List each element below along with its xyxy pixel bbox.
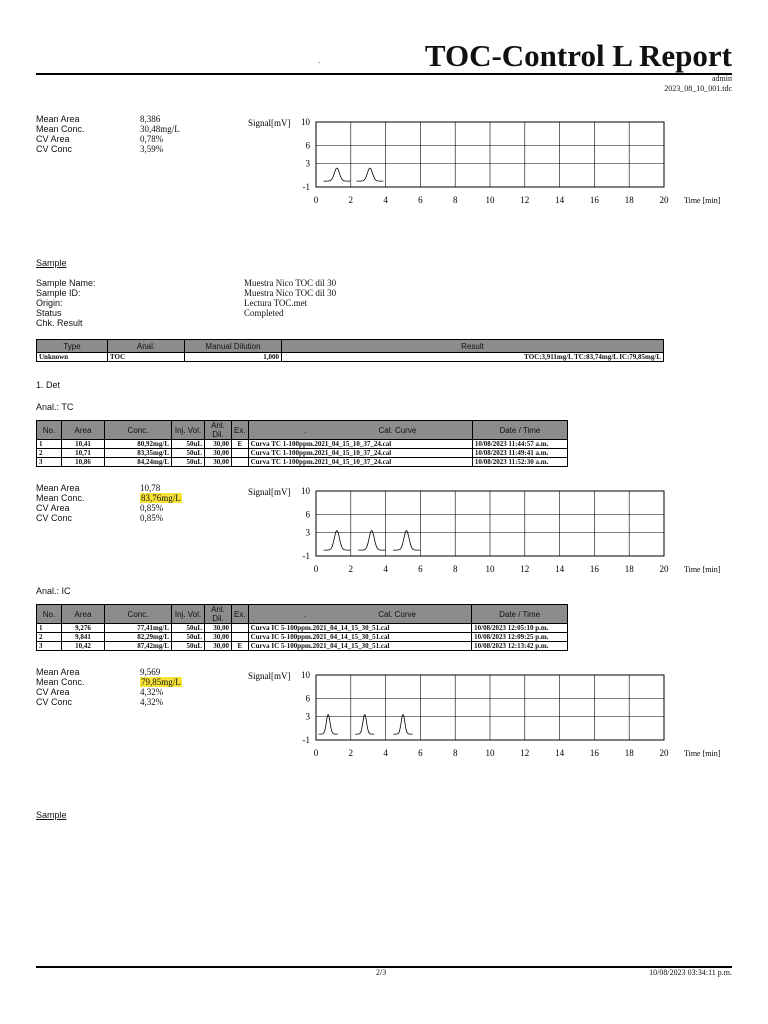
y-axis-label: Signal[mV] — [248, 671, 291, 681]
cell-no: 3 — [37, 642, 62, 651]
sample-info — [36, 278, 336, 328]
cell-ex: E — [232, 642, 249, 651]
table-row — [37, 353, 664, 362]
cell-ex — [232, 633, 249, 642]
x-tick-label: 0 — [313, 748, 319, 758]
sample-heading: Sample — [36, 258, 67, 268]
signal-peak — [355, 715, 374, 735]
cell-type: Unknown — [37, 353, 108, 362]
col-anl-dil: Anl. Dil. — [205, 605, 232, 624]
x-tick-label: 18 — [624, 195, 634, 205]
cell-anl-dil: 30,00 — [205, 449, 232, 458]
y-tick-label: 6 — [305, 509, 310, 520]
x-tick-label: 20 — [659, 195, 669, 205]
cell-inj-vol: 50uL — [172, 449, 205, 458]
x-axis-label: Time [min] — [684, 565, 721, 574]
y-tick-label: 10 — [301, 670, 310, 680]
mean-area-label: Mean Area — [36, 483, 80, 493]
x-tick-label: 20 — [659, 748, 669, 758]
cell-inj-vol: 50uL — [172, 642, 205, 651]
page-number: 2/3 — [376, 968, 387, 977]
cell-inj-vol: 50uL — [172, 440, 205, 449]
x-tick-label: 16 — [589, 748, 599, 758]
signal-peak — [393, 715, 412, 735]
cv-area-label: CV Area — [36, 503, 70, 513]
cell-area: 10,71 — [62, 449, 105, 458]
ic-table — [36, 604, 568, 651]
x-tick-label: 12 — [520, 564, 530, 574]
status-label: Status — [36, 308, 62, 318]
y-tick-label: -1 — [302, 551, 310, 561]
cell-area: 10,86 — [62, 458, 105, 467]
cell-no: 2 — [37, 633, 62, 642]
mean-conc-label: Mean Conc. — [36, 677, 85, 687]
cell-area: 10,42 — [62, 642, 105, 651]
cell-no: 1 — [37, 440, 62, 449]
col-cal-curve-text: Cal. Curve — [378, 609, 416, 619]
col-conc: Conc. — [105, 421, 172, 440]
mean-area-value: 8,386 — [140, 114, 161, 124]
col-conc: Conc. — [105, 605, 172, 624]
cell-anl-dil: 30,00 — [205, 624, 232, 633]
signal-peak — [324, 168, 351, 181]
col-inj-vol: Inj. Vol. — [172, 605, 205, 624]
cell-inj-vol: 50uL — [172, 458, 205, 467]
x-tick-label: 20 — [659, 564, 669, 574]
cv-area-label: CV Area — [36, 134, 70, 144]
cell-dilution: 1,000 — [185, 353, 282, 362]
x-tick-label: 10 — [485, 564, 495, 574]
cv-conc-value: 4,32% — [140, 697, 164, 707]
y-tick-label: 3 — [305, 158, 310, 169]
report-title: TOC-Control L Report — [424, 38, 732, 73]
tc-stats — [36, 483, 182, 523]
mean-conc-label: Mean Conc. — [36, 493, 85, 503]
det-heading: 1. Det — [36, 380, 61, 390]
cv-conc-value: 3,59% — [140, 144, 164, 154]
x-tick-label: 4 — [383, 748, 388, 758]
col-no: No. — [37, 605, 62, 624]
mean-conc-value: 30,48mg/L — [140, 124, 180, 134]
x-tick-label: 14 — [555, 195, 565, 205]
table-row — [37, 458, 568, 467]
y-tick-label: 3 — [305, 527, 310, 538]
x-tick-label: 6 — [418, 564, 423, 574]
cell-cal-curve: Curva TC 1-100ppm.2021_04_15_10_37_24.cal — [248, 458, 472, 467]
cell-conc: 80,92mg/L — [105, 440, 172, 449]
y-axis-label: Signal[mV] — [248, 487, 291, 497]
table-row — [37, 440, 568, 449]
cell-inj-vol: 50uL — [172, 633, 205, 642]
origin-value: Lectura TOC.met — [244, 298, 308, 308]
x-tick-label: 14 — [555, 564, 565, 574]
col-area: Area — [62, 605, 105, 624]
cell-date-time: 10/08/2023 12:13:42 p.m. — [472, 642, 568, 651]
x-tick-label: 2 — [348, 195, 354, 205]
col-cal-curve — [248, 421, 472, 440]
sample-id-label: Sample ID: — [36, 288, 81, 298]
x-tick-label: 8 — [452, 748, 458, 758]
x-axis-label: Time [min] — [684, 749, 721, 758]
signal-chart-ic — [246, 665, 736, 765]
x-tick-label: 18 — [624, 748, 634, 758]
cell-date-time: 10/08/2023 11:52:30 a.m. — [472, 458, 567, 467]
sample-heading-footer: Sample — [36, 810, 67, 820]
signal-peak — [393, 531, 420, 551]
x-tick-label: 2 — [348, 748, 354, 758]
header-rule — [36, 73, 732, 75]
signal-chart-summary — [246, 112, 736, 212]
cell-cal-curve: Curva TC 1-100ppm.2021_04_15_10_37_24.cal — [248, 449, 472, 458]
cell-date-time: 10/08/2023 12:09:25 p.m. — [472, 633, 568, 642]
cell-cal-curve: Curva IC 5-100ppm.2021_04_14_15_30_51.cal — [248, 633, 472, 642]
y-tick-label: -1 — [302, 182, 310, 192]
mean-area-label: Mean Area — [36, 667, 80, 677]
x-tick-label: 16 — [589, 195, 599, 205]
signal-peak — [358, 531, 385, 551]
col-anl-dil: Anl. Dil. — [205, 421, 232, 440]
cv-conc-label: CV Conc — [36, 697, 73, 707]
y-tick-label: 6 — [305, 693, 310, 704]
x-tick-label: 4 — [383, 564, 388, 574]
x-tick-label: 14 — [555, 748, 565, 758]
cell-conc: 77,41mg/L — [105, 624, 172, 633]
col-area: Area — [62, 421, 105, 440]
y-axis-label: Signal[mV] — [248, 118, 291, 128]
x-tick-label: 0 — [313, 564, 319, 574]
col-ex: Ex. — [232, 605, 249, 624]
cv-conc-label: CV Conc — [36, 144, 73, 154]
signal-peak — [324, 531, 351, 551]
tc-table — [36, 420, 568, 467]
y-tick-label: 10 — [301, 486, 310, 496]
anal-ic-label: Anal.: IC — [36, 586, 71, 596]
cell-no: 2 — [37, 449, 62, 458]
header-user-info — [664, 74, 732, 94]
sample-id-value: Muestra Nico TOC dil 30 — [244, 288, 337, 298]
x-tick-label: 12 — [520, 748, 530, 758]
mean-area-label: Mean Area — [36, 114, 80, 124]
cell-anal: TOC — [108, 353, 185, 362]
x-tick-label: 10 — [485, 195, 495, 205]
mean-conc-value-highlighted: 79,85mg/L — [141, 677, 181, 687]
col-date-time: Date / Time — [472, 421, 567, 440]
col-inj-vol: Inj. Vol. — [172, 421, 205, 440]
signal-chart-tc — [246, 481, 736, 581]
sample-name-value: Muestra Nico TOC dil 30 — [244, 278, 337, 288]
cell-anl-dil: 30,00 — [205, 440, 232, 449]
mean-area-value: 10,78 — [140, 483, 161, 493]
print-timestamp: 10/08/2023 03:34:11 p.m. — [649, 968, 732, 977]
cv-area-value: 0,85% — [140, 503, 164, 513]
cell-date-time: 10/08/2023 11:49:41 a.m. — [472, 449, 567, 458]
x-tick-label: 12 — [520, 195, 530, 205]
col-no: No. — [37, 421, 62, 440]
table-row — [37, 449, 568, 458]
x-tick-label: 2 — [348, 564, 354, 574]
col-ex: Ex. — [232, 421, 249, 440]
col-date-time: Date / Time — [472, 605, 568, 624]
cell-area: 9,841 — [62, 633, 105, 642]
cell-cal-curve: Curva TC 1-100ppm.2021_04_15_10_37_24.cal — [248, 440, 472, 449]
x-tick-label: 8 — [452, 564, 458, 574]
header-dot: . — [318, 56, 321, 65]
table-row — [37, 624, 568, 633]
signal-peak — [319, 715, 338, 735]
x-tick-label: 8 — [452, 195, 458, 205]
y-tick-label: -1 — [302, 735, 310, 745]
cell-no: 3 — [37, 458, 62, 467]
table-row — [37, 642, 568, 651]
cell-anl-dil: 30,00 — [205, 642, 232, 651]
cell-area: 9,276 — [62, 624, 105, 633]
cell-inj-vol: 50uL — [172, 624, 205, 633]
cv-area-value: 0,78% — [140, 134, 164, 144]
x-tick-label: 18 — [624, 564, 634, 574]
cv-area-value: 4,32% — [140, 687, 164, 697]
mean-area-value: 9,569 — [140, 667, 161, 677]
x-tick-label: 0 — [313, 195, 319, 205]
sample-name-label: Sample Name: — [36, 278, 96, 288]
cell-date-time: 10/08/2023 11:44:57 a.m. — [472, 440, 567, 449]
cell-cal-curve: Curva IC 5-100ppm.2021_04_14_15_30_51.cal — [248, 642, 472, 651]
cell-no: 1 — [37, 624, 62, 633]
file-name: 2023_08_10_001.tdc — [664, 84, 732, 93]
mean-conc-label: Mean Conc. — [36, 124, 85, 134]
x-tick-label: 16 — [589, 564, 599, 574]
ic-stats — [36, 667, 182, 707]
y-tick-label: 10 — [301, 117, 310, 127]
x-axis-label: Time [min] — [684, 196, 721, 205]
signal-peak — [357, 168, 384, 181]
summary-stats — [36, 114, 180, 154]
result-table — [36, 339, 664, 362]
cell-date-time: 10/08/2023 12:05:10 p.m. — [472, 624, 568, 633]
col-anal: Anal. — [108, 340, 185, 353]
x-tick-label: 6 — [418, 748, 423, 758]
cell-conc: 87,42mg/L — [105, 642, 172, 651]
cell-conc: 84,24mg/L — [105, 458, 172, 467]
cell-ex — [232, 624, 249, 633]
x-tick-label: 10 — [485, 748, 495, 758]
anal-tc-label: Anal.: TC — [36, 402, 74, 412]
col-dot: . — [304, 425, 307, 435]
y-tick-label: 3 — [305, 711, 310, 722]
cell-ex — [232, 458, 249, 467]
mean-conc-value-highlighted: 83,76mg/L — [141, 493, 181, 503]
col-manual-dilution: Manual Dilution — [185, 340, 282, 353]
cell-conc: 82,29mg/L — [105, 633, 172, 642]
cell-result: TOC:3,911mg/L TC:83,74mg/L IC:79,85mg/L — [282, 353, 664, 362]
x-tick-label: 4 — [383, 195, 388, 205]
cv-conc-label: CV Conc — [36, 513, 73, 523]
col-cal-curve-text: Cal. Curve — [378, 425, 417, 435]
table-row — [37, 633, 568, 642]
cell-ex: E — [232, 440, 249, 449]
y-tick-label: 6 — [305, 140, 310, 151]
status-value: Completed — [244, 308, 284, 318]
cell-ex — [232, 449, 249, 458]
cell-anl-dil: 30,00 — [205, 458, 232, 467]
user-name: admin — [712, 74, 732, 83]
cv-area-label: CV Area — [36, 687, 70, 697]
x-tick-label: 6 — [418, 195, 423, 205]
col-dot: . — [303, 609, 306, 619]
col-result: Result — [282, 340, 664, 353]
col-cal-curve — [248, 605, 472, 624]
cell-area: 10,41 — [62, 440, 105, 449]
cell-anl-dil: 30,00 — [205, 633, 232, 642]
cell-cal-curve: Curva IC 5-100ppm.2021_04_14_15_30_51.cal — [248, 624, 472, 633]
chk-result-label: Chk. Result — [36, 318, 83, 328]
cell-conc: 83,35mg/L — [105, 449, 172, 458]
origin-label: Origin: — [36, 298, 63, 308]
cv-conc-value: 0,85% — [140, 513, 164, 523]
col-type: Type — [37, 340, 108, 353]
